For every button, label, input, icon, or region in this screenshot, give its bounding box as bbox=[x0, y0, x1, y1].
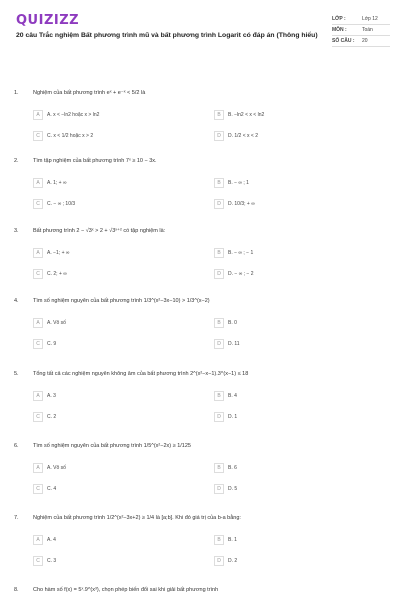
option-letter-box: B bbox=[214, 535, 224, 545]
option-text: C. 2 bbox=[47, 413, 57, 420]
option-text: D. − ∞ ; − 2 bbox=[228, 270, 254, 277]
question-number: 6. bbox=[14, 443, 19, 449]
answer-option-a[interactable] bbox=[33, 177, 67, 188]
option-letter-box: D bbox=[214, 556, 224, 566]
question-number: 1. bbox=[14, 90, 19, 96]
question-text: Tìm số nghiệm nguyên của bất phương trình 1/3^(x²−3x−10) > 1/3^(x−2) bbox=[33, 298, 210, 304]
option-text: C. x < 1/2 hoặc x > 2 bbox=[47, 132, 94, 139]
question-number: 7. bbox=[14, 515, 19, 521]
option-letter-box: D bbox=[214, 339, 224, 349]
option-letter-box: C bbox=[33, 269, 43, 279]
option-letter-box: D bbox=[214, 412, 224, 422]
option-letter-box: C bbox=[33, 484, 43, 494]
page-title: 20 câu Trắc nghiệm Bất phương trình mũ và bất phương trình Logarit có đáp án (Thông hiểu) bbox=[16, 32, 318, 39]
option-letter-box: C bbox=[33, 199, 43, 209]
question-text: Tổng tất cả các nghiệm nguyên không âm của bất phương trình 2^(x²−x−1).3^(x−1) ≤ 18 bbox=[33, 371, 249, 377]
option-letter-box: B bbox=[214, 463, 224, 473]
option-letter-box: D bbox=[214, 199, 224, 209]
question-text: Nghiệm của bất phương trình eˣ + e⁻ˣ < 5/2 là bbox=[33, 90, 146, 96]
option-text: C. 9 bbox=[47, 340, 57, 347]
meta-key: SỐ CÂU : bbox=[332, 38, 355, 44]
option-letter-box: C bbox=[33, 556, 43, 566]
question-number: 2. bbox=[14, 158, 19, 164]
question-text: Cho hàm số f(x) = 5ˣ.9^(x³), chọn phép biến đổi sai khi giải bất phương trình bbox=[33, 587, 219, 593]
option-text: B. 0 bbox=[228, 319, 237, 326]
option-letter-box: B bbox=[214, 110, 224, 120]
option-text: A. Vô số bbox=[47, 319, 66, 326]
option-letter-box: D bbox=[214, 269, 224, 279]
option-text: D. 2 bbox=[228, 557, 238, 564]
option-letter-box: A bbox=[33, 535, 43, 545]
answer-option-a[interactable] bbox=[33, 247, 69, 258]
question-text: Bất phương trình 2 − √3ˣ > 2 + √3ˣ⁺² có tập nghiệm là: bbox=[33, 228, 166, 234]
option-text: D. 10/3; + ∞ bbox=[228, 200, 255, 207]
answer-option-c[interactable] bbox=[33, 555, 56, 566]
question-number: 3. bbox=[14, 228, 19, 234]
answer-option-b[interactable] bbox=[214, 247, 253, 258]
option-text: B. 1 bbox=[228, 536, 237, 543]
quizizz-logo: QUIZIZZ bbox=[16, 13, 80, 28]
option-text: C. 3 bbox=[47, 557, 57, 564]
meta-key: LỚP : bbox=[332, 16, 346, 22]
question-number: 4. bbox=[14, 298, 19, 304]
meta-panel bbox=[332, 14, 390, 47]
answer-option-a[interactable] bbox=[33, 109, 99, 120]
option-letter-box: A bbox=[33, 178, 43, 188]
answer-option-c[interactable] bbox=[33, 483, 56, 494]
answer-option-d[interactable] bbox=[214, 198, 255, 209]
option-letter-box: A bbox=[33, 463, 43, 473]
option-letter-box: A bbox=[33, 391, 43, 401]
option-text: B. 4 bbox=[228, 392, 237, 399]
option-letter-box: B bbox=[214, 391, 224, 401]
option-letter-box: B bbox=[214, 248, 224, 258]
meta-value: 20 bbox=[362, 38, 368, 44]
option-text: A. x < −ln2 hoặc x > ln2 bbox=[47, 111, 100, 118]
answer-option-d[interactable] bbox=[214, 130, 258, 141]
option-letter-box: C bbox=[33, 412, 43, 422]
option-letter-box: A bbox=[33, 318, 43, 328]
answer-option-b[interactable] bbox=[214, 177, 249, 188]
answer-option-c[interactable] bbox=[33, 268, 67, 279]
option-letter-box: A bbox=[33, 248, 43, 258]
option-text: A. 3 bbox=[47, 392, 56, 399]
answer-option-c[interactable] bbox=[33, 411, 56, 422]
meta-key: MÔN : bbox=[332, 27, 347, 33]
answer-option-d[interactable] bbox=[214, 483, 237, 494]
meta-value: Toán bbox=[362, 27, 373, 33]
answer-option-d[interactable] bbox=[214, 411, 237, 422]
option-letter-box: B bbox=[214, 318, 224, 328]
question-number: 5. bbox=[14, 371, 19, 377]
option-text: A. 4 bbox=[47, 536, 56, 543]
option-letter-box: B bbox=[214, 178, 224, 188]
option-text: D. 11 bbox=[228, 340, 240, 347]
answer-option-c[interactable] bbox=[33, 130, 93, 141]
option-text: C. 4 bbox=[47, 485, 57, 492]
option-letter-box: C bbox=[33, 131, 43, 141]
option-letter-box: C bbox=[33, 339, 43, 349]
option-text: B. − ∞ ; − 1 bbox=[228, 249, 254, 256]
answer-option-b[interactable] bbox=[214, 534, 237, 545]
answer-option-a[interactable] bbox=[33, 462, 66, 473]
option-letter-box: D bbox=[214, 131, 224, 141]
option-text: D. 1 bbox=[228, 413, 238, 420]
option-letter-box: D bbox=[214, 484, 224, 494]
question-number: 8. bbox=[14, 587, 19, 593]
answer-option-b[interactable] bbox=[214, 317, 237, 328]
option-text: C. − ∞ ; 10/3 bbox=[47, 200, 76, 207]
answer-option-c[interactable] bbox=[33, 198, 75, 209]
meta-row-count bbox=[332, 36, 390, 47]
answer-option-d[interactable] bbox=[214, 555, 237, 566]
option-text: B. −ln2 < x < ln2 bbox=[228, 111, 265, 118]
question-text: Tìm tập nghiệm của bất phương trình 7ˣ ≥ 10 − 3x. bbox=[33, 158, 157, 164]
meta-row-class bbox=[332, 14, 390, 25]
option-text: A. Vô số bbox=[47, 464, 66, 471]
option-text: D. 1/2 < x < 2 bbox=[228, 132, 259, 139]
option-text: B. 6 bbox=[228, 464, 237, 471]
option-text: C. 2; + ∞ bbox=[47, 270, 67, 277]
answer-option-d[interactable] bbox=[214, 268, 254, 279]
question-text: Tìm số nghiệm nguyên của bất phương trình 1/5^(x²−2x) ≥ 1/125 bbox=[33, 443, 191, 449]
answer-option-b[interactable] bbox=[214, 390, 237, 401]
option-text: D. 5 bbox=[228, 485, 238, 492]
option-text: A. 1; + ∞ bbox=[47, 179, 67, 186]
answer-option-a[interactable] bbox=[33, 534, 56, 545]
option-text: A. −1; + ∞ bbox=[47, 249, 70, 256]
answer-option-a[interactable] bbox=[33, 317, 66, 328]
answer-option-d[interactable] bbox=[214, 338, 240, 349]
option-text: B. − ∞ ; 1 bbox=[228, 179, 249, 186]
answer-option-b[interactable] bbox=[214, 462, 237, 473]
question-text: Nghiệm của bất phương trình 1/2^(x²−3x+2) ≥ 1/4 là [a;b]. Khi đó giá trị của b-a bằng: bbox=[33, 515, 241, 521]
answer-option-a[interactable] bbox=[33, 390, 56, 401]
meta-row-subject bbox=[332, 25, 390, 36]
answer-option-b[interactable] bbox=[214, 109, 264, 120]
option-letter-box: A bbox=[33, 110, 43, 120]
meta-value: Lớp 12 bbox=[362, 16, 378, 22]
answer-option-c[interactable] bbox=[33, 338, 56, 349]
